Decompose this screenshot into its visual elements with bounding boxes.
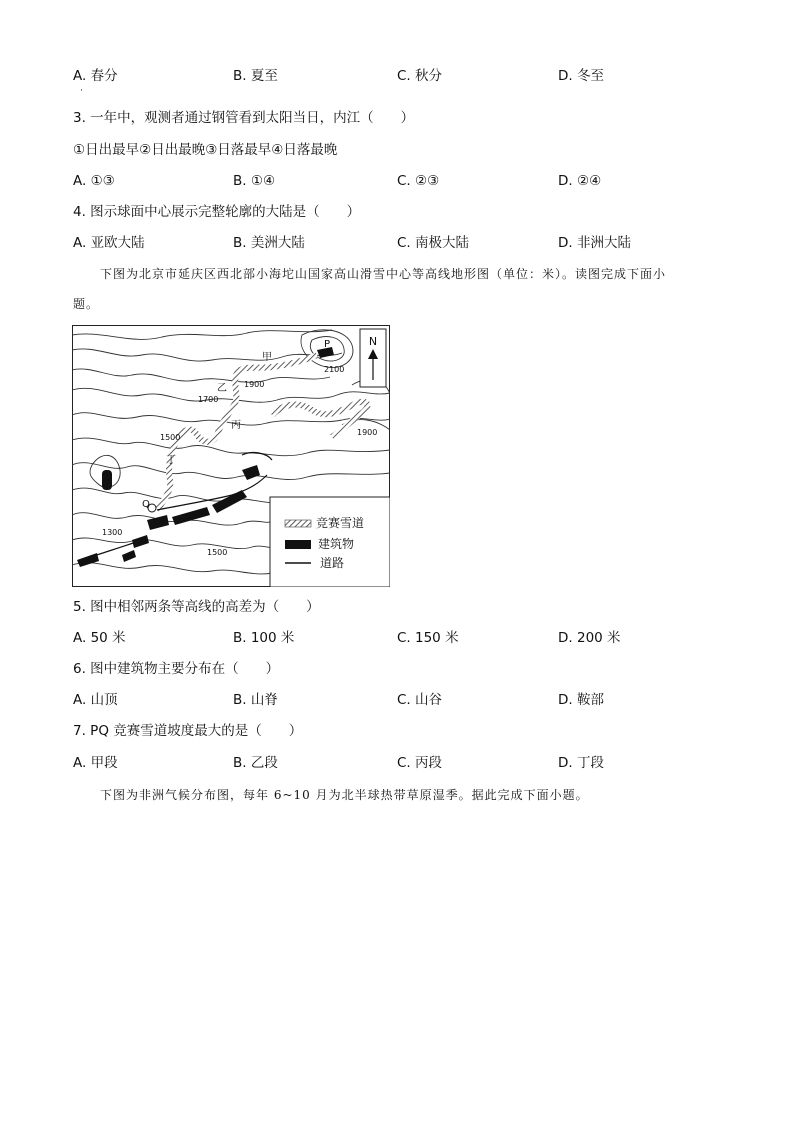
contour-label-1500-upper: 1500	[160, 433, 181, 442]
q5-option-d: D. 200 米	[558, 630, 621, 646]
q7-option-c: C. 丙段	[397, 755, 443, 771]
q4-option-a: A. 亚欧大陆	[73, 235, 145, 251]
legend-building-swatch	[285, 540, 311, 549]
q7-option-a: A. 甲段	[73, 755, 118, 771]
q3-option-a: A. ①③	[73, 173, 115, 189]
emphasis-dot: ·	[80, 86, 83, 96]
q3-option-d: D. ②④	[558, 173, 602, 189]
q5-option-c: C. 150 米	[397, 630, 459, 646]
q4-option-c: C. 南极大陆	[397, 235, 470, 251]
q2-option-b: B. 夏至	[233, 68, 278, 84]
q4-option-d: D. 非洲大陆	[558, 235, 631, 251]
q7-stem: 7. PQ 竞赛雪道坡度最大的是（ ）	[73, 723, 303, 739]
segment-jia-label: 甲	[262, 352, 272, 363]
q6-option-a: A. 山顶	[73, 692, 118, 708]
legend-track-label: 竞赛雪道	[316, 516, 365, 530]
q5-option-a: A. 50 米	[73, 630, 126, 646]
contour-label-2100: 2100	[324, 365, 345, 374]
point-p-label: P	[324, 339, 331, 350]
q4-stem: 4. 图示球面中心展示完整轮廓的大陆是（ ）	[73, 204, 361, 220]
q5-stem: 5. 图中相邻两条等高线的高差为（ ）	[73, 599, 320, 615]
segment-ding-label: 丁	[166, 455, 176, 466]
q6-stem: 6. 图中建筑物主要分布在（ ）	[73, 661, 280, 677]
contour-label-1500-lower: 1500	[207, 548, 228, 557]
contour-label-1300: 1300	[102, 528, 123, 537]
contour-label-1700: 1700	[198, 395, 219, 404]
q3-option-b: B. ①④	[233, 173, 276, 189]
q3-option-c: C. ②③	[397, 173, 440, 189]
point-q-label: Q	[142, 499, 150, 510]
intro-paragraph-1-line-1: 下图为北京市延庆区西北部小海坨山国家高山滑雪中心等高线地形图（单位：米）。读图完成下面小	[100, 267, 667, 281]
q2-option-c: C. 秋分	[397, 68, 443, 84]
q3-stem: 3. 一年中，观测者通过钢管看到太阳当日，内江（ ）	[73, 110, 415, 126]
q6-option-d: D. 鞍部	[558, 692, 604, 708]
segment-bing-label: 丙	[231, 420, 241, 431]
q4-option-b: B. 美洲大陆	[233, 235, 305, 251]
q7-option-d: D. 丁段	[558, 755, 604, 771]
north-label: N	[368, 335, 378, 348]
contour-label-1900-upper: 1900	[244, 380, 265, 389]
q2-option-d: D. 冬至	[558, 68, 604, 84]
contour-map	[72, 325, 390, 587]
segment-yi-label: 乙	[217, 383, 227, 394]
legend-building-label: 建筑物	[318, 537, 355, 551]
legend-track-swatch	[285, 520, 311, 527]
q6-option-b: B. 山脊	[233, 692, 278, 708]
intro-paragraph-1-line-2: 题。	[73, 297, 100, 311]
q7-option-b: B. 乙段	[233, 755, 278, 771]
q2-option-a: A. 春分	[73, 68, 118, 84]
intro-paragraph-2: 下图为非洲气候分布图，每年 6~10 月为北半球热带草原湿季。据此完成下面小题。	[100, 788, 589, 802]
legend-road-label: 道路	[320, 556, 345, 570]
q6-option-c: C. 山谷	[397, 692, 443, 708]
q3-items: ①日出最早②日出最晚③日落最早④日落最晚	[73, 142, 338, 158]
contour-label-1900-right: 1900	[357, 428, 378, 437]
q5-option-b: B. 100 米	[233, 630, 295, 646]
